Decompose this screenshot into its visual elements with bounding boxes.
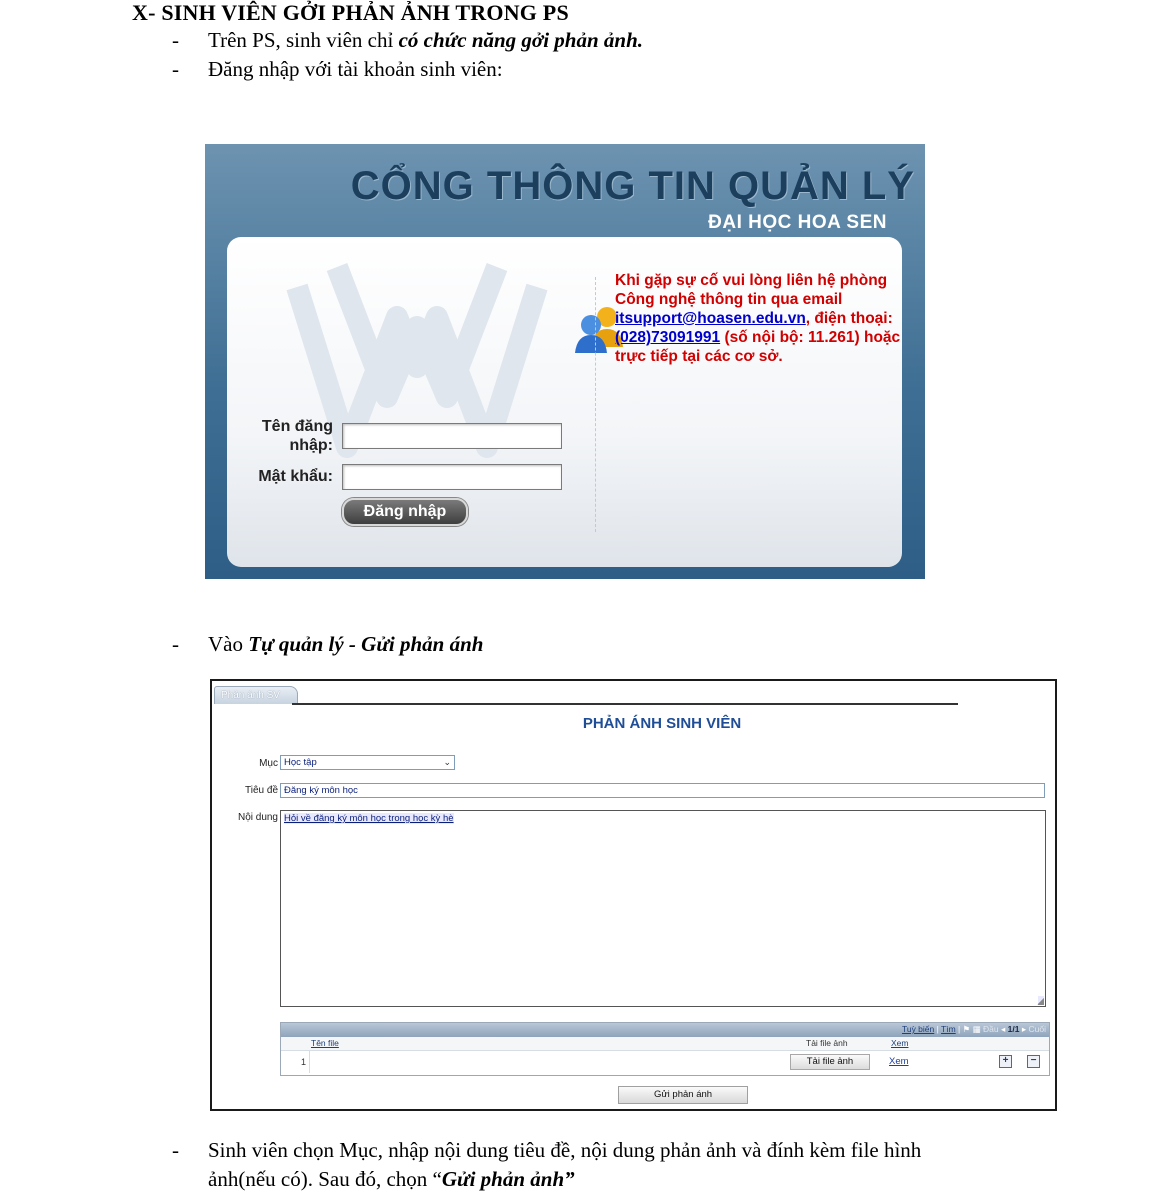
next-page-icon[interactable]: ▸ — [1021, 1024, 1027, 1034]
password-input[interactable] — [342, 464, 562, 490]
bullet-dash: - — [172, 57, 179, 81]
bullet-text: Vào — [208, 632, 249, 656]
bullet-dash: - — [172, 632, 179, 656]
bullet-emphasis: có chức năng gởi phản ảnh. — [398, 28, 643, 52]
upload-image-button[interactable]: Tải file ảnh — [790, 1054, 870, 1070]
tieude-label: Tiêu đề — [245, 785, 278, 796]
last-page-link[interactable]: Cuối — [1028, 1024, 1046, 1034]
bullet-emphasis: Gửi phản ảnh — [441, 1167, 565, 1191]
bullet-emphasis: Tự quản lý - Gửi phản ánh — [248, 632, 484, 656]
table-row — [281, 1051, 1049, 1073]
resize-grip-icon[interactable]: ◢ — [1037, 996, 1044, 1005]
notice-text: , điện thoại: — [805, 310, 893, 327]
notice-text: (số nội bộ: 11.261) hoặc trực tiếp tại các cơ sở. — [615, 329, 901, 365]
login-screenshot — [205, 144, 925, 579]
bullet-text: Đăng nhập với tài khoản sinh viên: — [208, 57, 503, 81]
attachment-grid — [280, 1022, 1050, 1076]
tab-phan-anh-sv[interactable]: Phản ánh SV — [214, 686, 298, 704]
notice-text: Khi gặp sự cố vui lòng liên hệ phòng Công nghệ thông tin qua email — [615, 272, 888, 308]
prev-page-icon[interactable]: ◂ — [1001, 1024, 1006, 1034]
chevron-down-icon: ⌄ — [443, 757, 451, 767]
customize-link[interactable]: Tuỳ biến — [901, 1024, 935, 1034]
row-separator — [309, 1051, 310, 1073]
tieude-input[interactable]: Đăng ký môn học — [280, 783, 1045, 798]
view-all-icon[interactable]: ⚑ — [962, 1024, 971, 1034]
add-row-icon[interactable]: + — [999, 1055, 1012, 1068]
first-page-link[interactable]: Đầu — [983, 1024, 999, 1034]
find-link[interactable]: Tìm — [941, 1024, 956, 1034]
grid-nav: Tuỳ biến | Tìm | ⚑ ▦ Đầu ◂ 1/1 ▸ Cuối — [901, 1024, 1046, 1034]
spreadsheet-icon[interactable]: ▦ — [972, 1024, 981, 1034]
remove-row-icon[interactable]: − — [1027, 1055, 1040, 1068]
section-heading: X- SINH VIÊN GỞI PHẢN ẢNH TRONG PS — [132, 0, 569, 25]
col-tai-file: Tải file ảnh — [806, 1038, 848, 1048]
page-indicator: 1/1 — [1007, 1024, 1020, 1034]
grid-toolbar — [281, 1023, 1049, 1037]
grid-header — [281, 1037, 1049, 1051]
view-link[interactable]: Xem — [889, 1056, 909, 1067]
support-notice — [615, 271, 905, 366]
bullet-text: ảnh(nếu có). Sau đó, chọn “ — [208, 1167, 442, 1191]
muc-select[interactable] — [280, 755, 455, 770]
support-email-link[interactable]: itsupport@hoasen.edu.vn — [615, 310, 806, 327]
portal-title: CỔNG THÔNG TIN QUẢN LÝ — [350, 164, 915, 208]
username-label: Tên đăng nhập: — [261, 418, 333, 454]
noidung-label: Nội dung — [237, 812, 278, 823]
bullet-text: Sinh viên chọn Mục, nhập nội dung tiêu đề, nội dung phản ảnh và đính kèm file hình — [208, 1138, 922, 1162]
col-ten-file[interactable]: Tên file — [311, 1038, 339, 1048]
bullet-dash: - — [172, 1138, 179, 1162]
panel-divider — [595, 277, 596, 532]
login-button[interactable]: Đăng nhập — [342, 498, 468, 526]
muc-label: Mục — [259, 758, 278, 769]
feedback-form-screenshot — [210, 679, 1057, 1111]
username-input[interactable] — [342, 423, 562, 449]
noidung-textarea[interactable] — [280, 810, 1046, 1007]
login-panel — [227, 237, 902, 567]
tab-underline — [292, 703, 958, 705]
password-label: Mật khẩu: — [258, 468, 333, 485]
submit-feedback-button[interactable]: Gửi phản ánh — [618, 1086, 748, 1104]
portal-subtitle: ĐẠI HỌC HOA SEN — [708, 212, 887, 233]
bullet-dash: - — [172, 28, 179, 52]
form-title: PHẢN ÁNH SINH VIÊN — [582, 715, 742, 732]
support-phone-link[interactable]: (028)73091991 — [615, 329, 721, 346]
noidung-text: Hỏi về đăng ký môn học trong học kỳ hè — [284, 813, 454, 824]
col-xem[interactable]: Xem — [891, 1038, 909, 1048]
row-number: 1 — [301, 1057, 307, 1067]
bullet-text: Trên PS, sinh viên chỉ — [208, 28, 399, 52]
muc-selected-value: Học tập — [284, 757, 317, 768]
